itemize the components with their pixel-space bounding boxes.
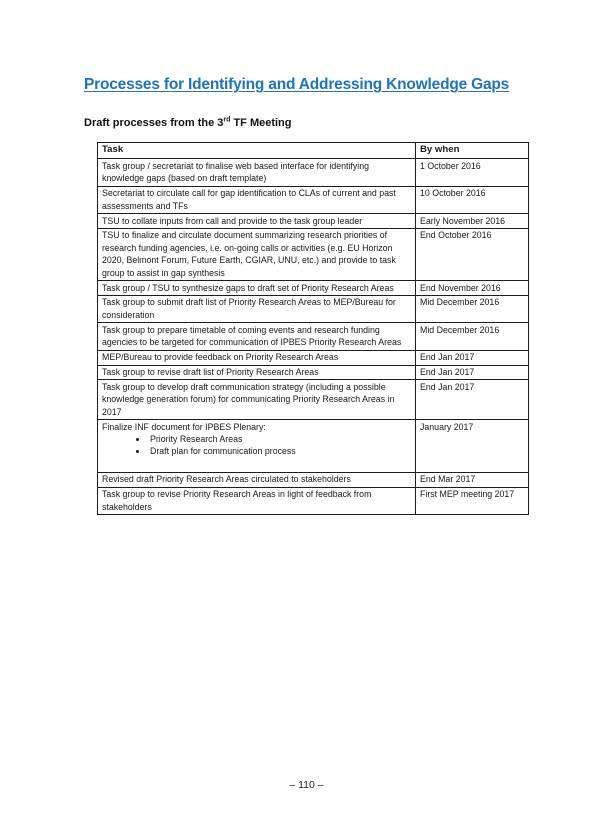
task-cell: Secretariat to circulate call for gap identification to CLAs of current and past assessments and TFs [98,186,416,213]
table-row [98,281,529,296]
when-cell: End Jan 2017 [416,380,529,420]
page-number: – 110 – [289,779,324,791]
table-row [98,487,529,514]
when-cell: End Jan 2017 [416,365,529,380]
when-cell: 1 October 2016 [416,159,529,186]
table-row [98,472,529,487]
task-cell: Task group / secretariat to finalise web based interface for identifying knowledge gaps (based on draft template) [98,159,416,186]
task-table-body [98,159,529,515]
column-header-task: Task [98,143,416,159]
subtitle-ordinal-suffix: rd [223,116,231,124]
bullet-list [102,433,411,458]
task-table [97,142,529,515]
table-row [98,350,529,365]
when-cell: First MEP meeting 2017 [416,487,529,514]
when-cell: End November 2016 [416,281,529,296]
table-row [98,186,529,213]
task-cell: Task group to revise draft list of Priority Research Areas [98,365,416,380]
subtitle-text-end: TF Meeting [230,117,292,129]
when-cell: End October 2016 [416,228,529,280]
table-row [98,380,529,420]
task-cell: Task group to prepare timetable of coming events and research funding agencies to be targeted for communication of IPBES Priority Research Areas [98,323,416,350]
subtitle-text: Draft processes from the 3 [84,117,224,129]
when-cell: Early November 2016 [416,214,529,229]
when-cell: January 2017 [416,420,529,473]
page-title: Processes for Identifying and Addressing Knowledge Gaps [84,76,510,93]
when-cell: End Jan 2017 [416,350,529,365]
task-cell: Finalize INF document for IPBES Plenary: • Priority Research Areas • Draft plan for communication process [98,420,416,473]
page-subtitle [84,117,292,129]
bullet-item: • Draft plan for communication process [148,445,411,457]
when-cell: Mid December 2016 [416,295,529,322]
when-cell: 10 October 2016 [416,186,529,213]
table-row [98,295,529,322]
task-cell: Revised draft Priority Research Areas circulated to stakeholders [98,472,416,487]
table-row [98,420,529,473]
task-cell: Task group to revise Priority Research Areas in light of feedback from stakeholders [98,487,416,514]
table-row [98,159,529,186]
table-row [98,365,529,380]
bullet-item: • Priority Research Areas [148,433,411,445]
task-cell: Task group to develop draft communication strategy (including a possible knowledge generation forum) for communicating Priority Research Areas in 2017 [98,380,416,420]
task-cell: Task group to submit draft list of Priority Research Areas to MEP/Bureau for consideration [98,295,416,322]
table-row [98,228,529,280]
when-cell: End Mar 2017 [416,472,529,487]
table-row [98,214,529,229]
column-header-by-when: By when [416,143,529,159]
task-cell: TSU to finalize and circulate document summarizing research priorities of research funding agencies, i.e. on-going calls or activities (e.g. EU Horizon 2020, Belmont Forum, Future Earth, CGIAR, UNU, etc.) and provide to task group to assist in gap synthesis [98,228,416,280]
table-header-row [98,143,529,159]
task-cell: Task group / TSU to synthesize gaps to draft set of Priority Research Areas [98,281,416,296]
table-row [98,323,529,350]
task-cell: MEP/Bureau to provide feedback on Priority Research Areas [98,350,416,365]
task-cell: TSU to collate inputs from call and provide to the task group leader [98,214,416,229]
when-cell: Mid December 2016 [416,323,529,350]
